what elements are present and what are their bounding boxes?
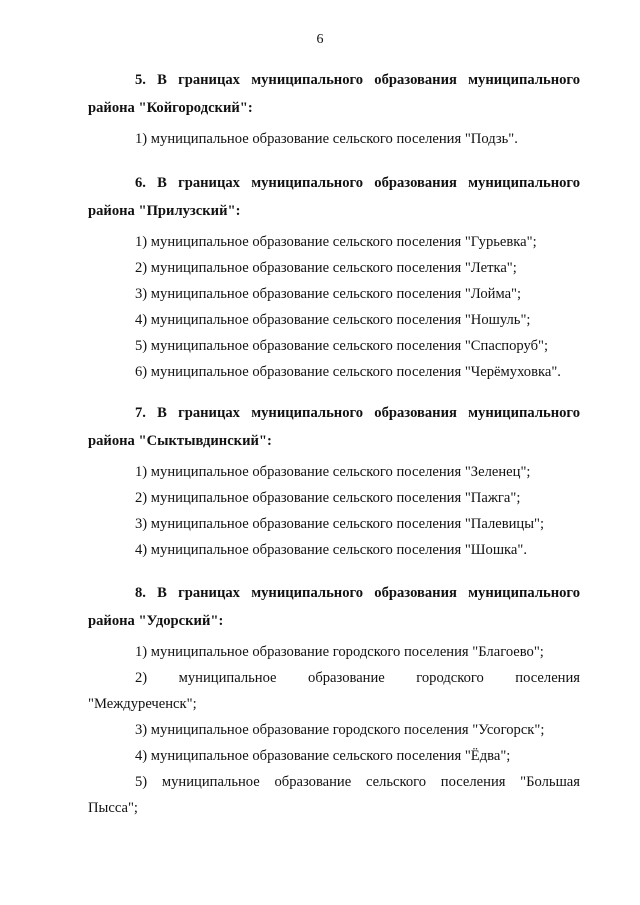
list-item: 1) муниципальное образование городского поселения "Благоево"; <box>135 644 544 660</box>
list-item: 6) муниципальное образование сельского поселения "Черёмуховка". <box>135 364 561 380</box>
list-item-line2: "Междуреченск"; <box>88 696 197 712</box>
section-8 <box>88 581 580 821</box>
list-item: 4) муниципальное образование сельского поселения "Ношуль"; <box>135 312 531 328</box>
section-heading <box>88 401 580 453</box>
list-item: 1) муниципальное образование сельского поселения "Подзь". <box>135 131 518 147</box>
section-heading <box>88 581 580 633</box>
list-item: 1) муниципальное образование сельского поселения "Зеленец"; <box>135 464 531 480</box>
section-heading-line1: 7. В границах муниципального образования муниципального <box>135 405 580 421</box>
section-heading <box>88 171 580 223</box>
page-number: 6 <box>316 32 324 47</box>
section-heading <box>88 68 580 120</box>
list-item: 3) муниципальное образование сельского поселения "Лойма"; <box>135 286 522 302</box>
list-item-line1: 5) муниципальное образование сельского поселения "Большая <box>135 774 580 790</box>
list-item: 4) муниципальное образование сельского поселения "Ёдва"; <box>135 748 511 764</box>
list-item-line1: 2) муниципальное образование городского поселения <box>135 670 580 686</box>
section-items <box>88 639 580 821</box>
section-heading-line2: района "Койгородский": <box>88 100 253 116</box>
section-items <box>88 459 580 563</box>
list-item-line2: Пысса"; <box>88 800 138 816</box>
section-items <box>88 229 580 385</box>
list-item: 3) муниципальное образование сельского поселения "Палевицы"; <box>135 516 545 532</box>
list-item <box>88 665 580 717</box>
section-heading-line2: района "Прилузский": <box>88 203 241 219</box>
list-item <box>88 769 580 821</box>
list-item: 2) муниципальное образование сельского поселения "Летка"; <box>135 260 517 276</box>
list-item: 4) муниципальное образование сельского поселения "Шошка". <box>135 542 528 558</box>
section-heading-line2: района "Сыктывдинский": <box>88 433 272 449</box>
section-7 <box>88 401 580 563</box>
list-item: 5) муниципальное образование сельского поселения "Спаспоруб"; <box>135 338 549 354</box>
section-heading-line2: района "Удорский": <box>88 613 224 629</box>
section-items <box>88 126 580 152</box>
section-5 <box>88 68 580 152</box>
list-item: 2) муниципальное образование сельского поселения "Пажга"; <box>135 490 521 506</box>
section-heading-line1: 6. В границах муниципального образования муниципального <box>135 175 580 191</box>
section-heading-line1: 5. В границах муниципального образования муниципального <box>135 72 580 88</box>
section-6 <box>88 171 580 385</box>
section-heading-line1: 8. В границах муниципального образования муниципального <box>135 585 580 601</box>
list-item: 1) муниципальное образование сельского поселения "Гурьевка"; <box>135 234 537 250</box>
list-item: 3) муниципальное образование городского поселения "Усогорск"; <box>135 722 545 738</box>
